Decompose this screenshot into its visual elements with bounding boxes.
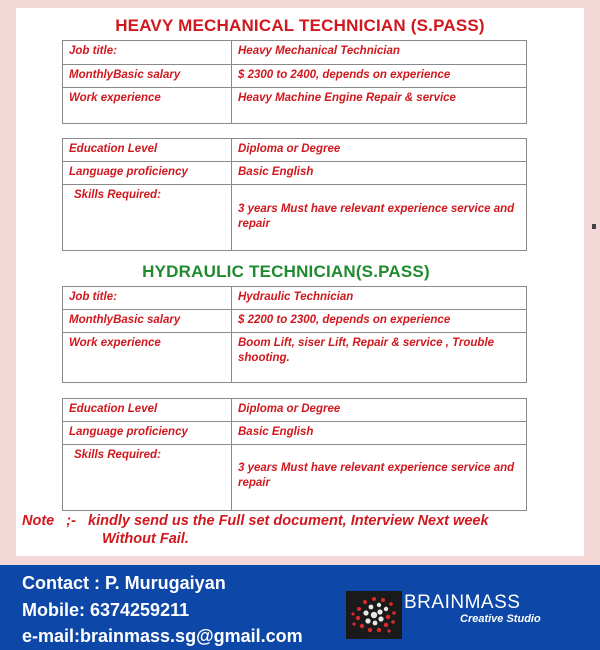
table-row: [63, 65, 527, 88]
salary-label: MonthlyBasic salary: [63, 310, 232, 333]
table-row: [63, 333, 527, 383]
education-value: Diploma or Degree: [232, 399, 527, 422]
table-row: [63, 445, 527, 511]
job1-details-table: [62, 40, 527, 124]
language-label: Language proficiency: [63, 422, 232, 445]
table-row: [63, 399, 527, 422]
skills-label: Skills Required:: [63, 445, 232, 511]
table-row: [63, 41, 527, 65]
work-experience-label: Work experience: [63, 333, 232, 383]
contact-name: Contact : P. Murugaiyan: [22, 573, 226, 593]
work-experience-label: Work experience: [63, 88, 232, 124]
job2-requirements-table: [62, 398, 527, 511]
table-row: [63, 310, 527, 333]
job-title-value: Heavy Mechanical Technician: [232, 41, 527, 65]
edge-mark: [592, 224, 596, 229]
note-text: [22, 512, 582, 548]
brainmass-logo-icon: [346, 591, 402, 639]
salary-value: $ 2200 to 2300, depends on experience: [232, 310, 527, 333]
language-value: Basic English: [232, 162, 527, 185]
table-row: [63, 185, 527, 251]
table-row: [63, 287, 527, 310]
skills-value: 3 years Must have relevant experience service and repair: [232, 445, 527, 511]
brand-tagline: Creative Studio: [460, 613, 541, 625]
job-title-value: Hydraulic Technician: [232, 287, 527, 310]
contact-mobile: Mobile: 6374259211: [22, 600, 190, 620]
job1-title: HEAVY MECHANICAL TECHNICIAN (S.PASS): [115, 16, 485, 35]
brand-name: BRAINMASS: [404, 592, 521, 613]
job-title-label: Job title:: [63, 41, 232, 65]
table-row: [63, 422, 527, 445]
education-label: Education Level: [63, 139, 232, 162]
language-label: Language proficiency: [63, 162, 232, 185]
education-value: Diploma or Degree: [232, 139, 527, 162]
table-row: [63, 162, 527, 185]
table-row: [63, 88, 527, 124]
job2-details-table: [62, 286, 527, 383]
table-row: [63, 139, 527, 162]
skills-value: 3 years Must have relevant experience service and repair: [232, 185, 527, 251]
note-line-1: Note ;- kindly send us the Full set document, Interview Next week: [22, 513, 489, 529]
job1-requirements-table: [62, 138, 527, 251]
salary-value: $ 2300 to 2400, depends on experience: [232, 65, 527, 88]
education-label: Education Level: [63, 399, 232, 422]
job2-title: HYDRAULIC TECHNICIAN(S.PASS): [142, 262, 430, 281]
language-value: Basic English: [232, 422, 527, 445]
contact-email: e-mail:brainmass.sg@gmail.com: [22, 626, 303, 646]
skills-label: Skills Required:: [63, 185, 232, 251]
work-experience-value: Boom Lift, siser Lift, Repair & service , Trouble shooting.: [232, 333, 527, 383]
note-line-2: Without Fail.: [102, 531, 189, 547]
work-experience-value: Heavy Machine Engine Repair & service: [232, 88, 527, 124]
job-title-label: Job title:: [63, 287, 232, 310]
salary-label: MonthlyBasic salary: [63, 65, 232, 88]
